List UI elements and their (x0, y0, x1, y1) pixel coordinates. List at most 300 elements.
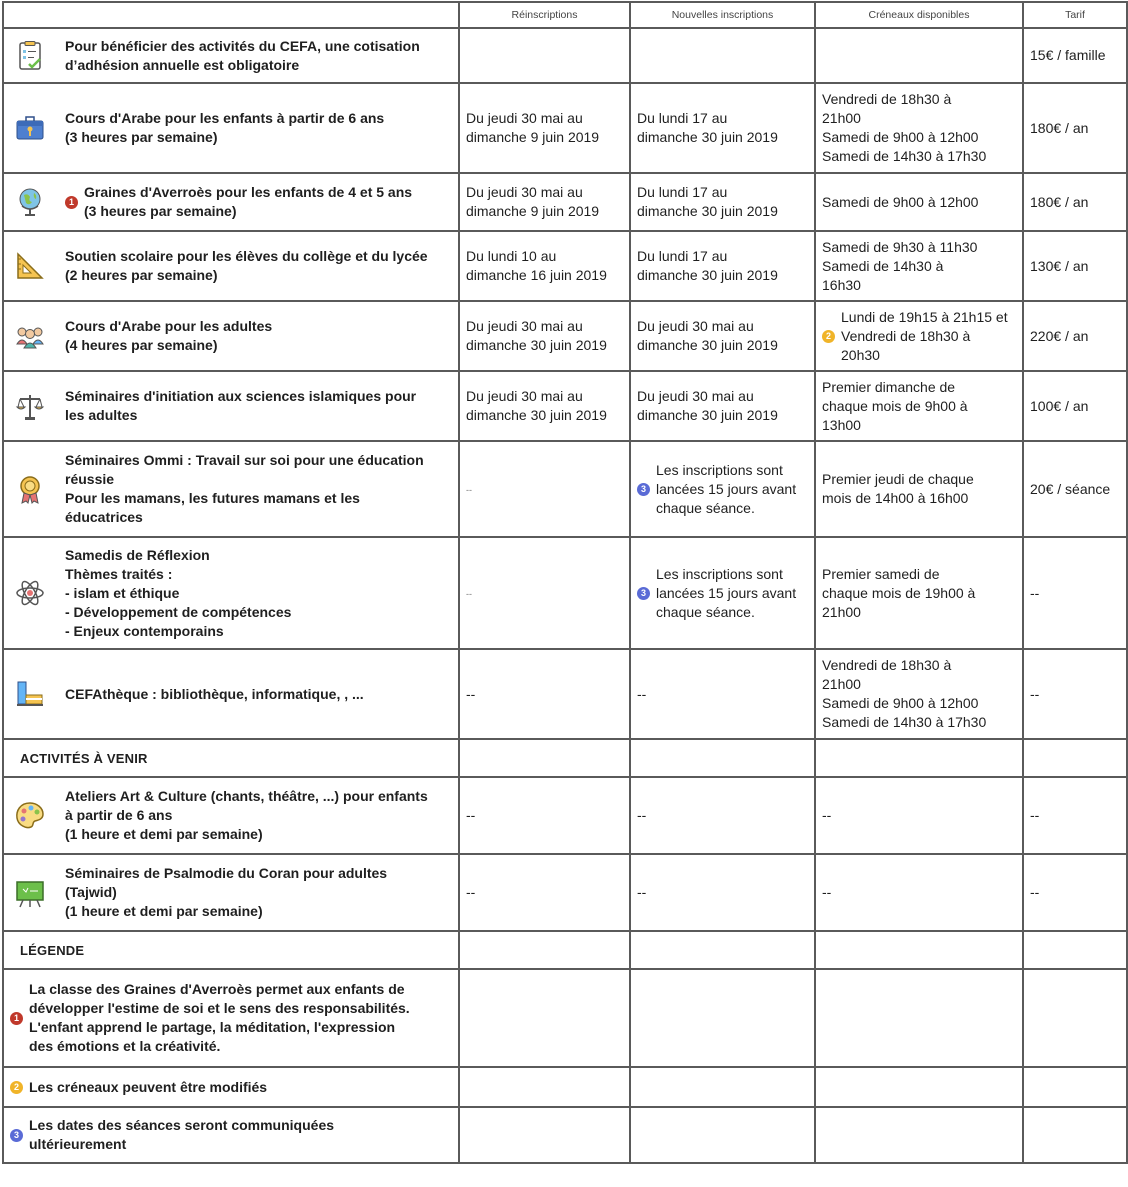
legend-text (29, 1116, 334, 1154)
activity-title-line: Samedis de Réflexion (65, 546, 210, 563)
creneaux-cell-content (822, 656, 1016, 732)
legend-text-cell (3, 1107, 459, 1163)
activity-title (65, 685, 364, 704)
creneaux-cell-text (822, 806, 831, 825)
row-activity-cell (3, 173, 459, 231)
activity-title-line: Séminaires de Psalmodie du Coran pour adultes (65, 865, 388, 881)
activity-title-line: (1 heure et demi par semaine) (65, 826, 263, 842)
creneaux-cell-content (822, 193, 1016, 212)
empty-cell (815, 931, 1023, 969)
nouvelles-cell-content (637, 109, 808, 147)
empty-cell (630, 739, 815, 777)
nouvelles-cell-text (656, 565, 796, 622)
nouvelles-cell-text-line: dimanche 30 juin 2019 (637, 267, 778, 283)
nouvelles-cell (630, 441, 815, 537)
activity-title-line: Cours d'Arabe pour les enfants à partir de 6 ans (65, 110, 385, 126)
set-square-icon (12, 249, 48, 283)
chalkboard-icon (12, 876, 48, 910)
creneaux-cell-content (822, 565, 1016, 622)
reinscriptions-cell-content (466, 247, 623, 285)
creneaux-cell-text (822, 565, 975, 622)
tarif-cell-content (1030, 397, 1120, 416)
creneaux-cell-text (822, 656, 986, 732)
reinscriptions-cell-placeholder: -- (466, 588, 472, 599)
activity-title (65, 317, 272, 355)
creneaux-cell-text-line: Vendredi de 18h30 à (822, 91, 952, 107)
creneaux-cell (815, 371, 1023, 441)
empty-cell (815, 739, 1023, 777)
nouvelles-cell-text-line: Du lundi 17 au (637, 110, 728, 126)
reinscriptions-cell-content (466, 387, 623, 425)
tarif-cell-text (1030, 685, 1039, 704)
reinscriptions-cell (459, 231, 630, 301)
empty-cell (1023, 969, 1127, 1067)
note-badge-3: 3 (637, 587, 650, 600)
checklist-icon (12, 39, 48, 73)
activity-wrap (12, 451, 452, 527)
creneaux-cell-text-line: chaque mois de 19h00 à (822, 584, 976, 601)
activity-row (3, 231, 1127, 301)
creneaux-cell (815, 777, 1023, 854)
reinscriptions-cell-content (466, 685, 623, 704)
creneaux-cell-content (822, 308, 1016, 365)
creneaux-cell-content (822, 90, 1016, 166)
tarif-cell (1023, 301, 1127, 371)
reinscriptions-cell-text-line: -- (466, 807, 476, 823)
reinscriptions-cell-content (466, 109, 623, 147)
creneaux-cell-text (822, 193, 978, 212)
row-activity-cell (3, 649, 459, 739)
activity-title (84, 183, 412, 221)
empty-cell (1023, 931, 1127, 969)
reinscriptions-cell-text-line: dimanche 9 juin 2019 (466, 129, 600, 145)
creneaux-cell-text-line: -- (822, 884, 832, 900)
legend-text-line: des émotions et la créativité. (29, 1038, 221, 1054)
reinscriptions-cell-text-line: Du jeudi 30 mai au (466, 110, 583, 126)
activity-title-line: Séminaires Ommi : Travail sur soi pour une éducation (65, 452, 424, 468)
reinscriptions-cell-text-line: dimanche 30 juin 2019 (466, 407, 607, 423)
legend-content (10, 1116, 452, 1154)
nouvelles-cell-content (637, 685, 808, 704)
nouvelles-cell (630, 28, 815, 83)
upcoming-row (3, 777, 1127, 854)
reinscriptions-cell (459, 441, 630, 537)
creneaux-cell-content (822, 806, 1016, 825)
reinscriptions-cell (459, 537, 630, 649)
activity-row (3, 441, 1127, 537)
nouvelles-cell-text-line: Les inscriptions sont (656, 461, 783, 478)
creneaux-cell-text-line: 21h00 (822, 603, 861, 620)
activity-title-line: Ateliers Art & Culture (chants, théâtre, ...) pour enfants (65, 788, 428, 804)
reinscriptions-cell (459, 854, 630, 931)
row-activity-cell (3, 28, 459, 83)
section-upcoming (3, 739, 1127, 777)
nouvelles-cell-text-line: -- (637, 807, 647, 823)
creneaux-cell (815, 83, 1023, 173)
reinscriptions-cell-placeholder: -- (466, 484, 472, 495)
tarif-cell-text-line: 180€ / an (1030, 193, 1089, 210)
activity-title-line: CEFAthèque : bibliothèque, informatique, , ... (65, 685, 364, 702)
legend-row (3, 1067, 1127, 1107)
legend-text (29, 1078, 267, 1097)
reinscriptions-cell (459, 301, 630, 371)
tarif-cell-text-line: 20€ / séance (1030, 480, 1111, 497)
activity-wrap (12, 247, 452, 285)
activities-table (2, 1, 1128, 1164)
activity-title-line: Thèmes traités : (65, 565, 173, 582)
activity-row (3, 173, 1127, 231)
medal-icon (12, 472, 48, 506)
reinscriptions-cell (459, 649, 630, 739)
nouvelles-cell-content (637, 247, 808, 285)
palette-icon (12, 799, 48, 833)
creneaux-cell-text-line: 21h00 (822, 110, 861, 126)
creneaux-cell-text-line: mois de 14h00 à 16h00 (822, 490, 969, 506)
creneaux-cell-text-line: Samedi de 9h00 à 12h00 (822, 193, 979, 210)
empty-cell (630, 969, 815, 1067)
legend-content (10, 1078, 452, 1097)
note-badge-2: 2 (822, 330, 835, 343)
reinscriptions-cell-content (466, 183, 623, 221)
nouvelles-cell-content (637, 183, 808, 221)
empty-cell (459, 1067, 630, 1107)
note-badge-3: 3 (637, 483, 650, 496)
activity-wrap (12, 787, 452, 844)
tarif-cell-text (1030, 193, 1088, 212)
tarif-cell-text-line: -- (1030, 584, 1040, 601)
reinscriptions-cell (459, 28, 630, 83)
nouvelles-cell-text-line: -- (637, 685, 647, 702)
reinscriptions-cell-text-line: Du jeudi 30 mai au (466, 388, 583, 404)
nouvelles-cell (630, 301, 815, 371)
creneaux-cell-text-line: Vendredi de 18h30 à (841, 327, 971, 344)
activity-title-line: éducatrices (65, 509, 143, 525)
creneaux-cell-text-line: Lundi de 19h15 à 21h15 et (841, 308, 1008, 325)
tarif-cell (1023, 441, 1127, 537)
creneaux-cell-content (822, 378, 1016, 435)
nouvelles-cell-text-line: Les inscriptions sont (656, 565, 783, 582)
tarif-cell-content (1030, 584, 1120, 603)
legend-row (3, 969, 1127, 1067)
header-tarif: Tarif (1023, 2, 1127, 28)
reinscriptions-cell-text-line: Du jeudi 30 mai au (466, 184, 583, 200)
tarif-cell-content (1030, 480, 1120, 499)
empty-cell (459, 739, 630, 777)
tarif-cell-content (1030, 257, 1120, 276)
nouvelles-cell-text-line: dimanche 30 juin 2019 (637, 203, 778, 219)
empty-cell (1023, 1067, 1127, 1107)
activity-title-line: les adultes (65, 407, 138, 423)
reinscriptions-cell-text (466, 247, 607, 285)
creneaux-cell-text (822, 378, 968, 435)
creneaux-cell-text-line: -- (822, 807, 832, 823)
tarif-cell-text-line: 100€ / an (1030, 397, 1089, 414)
nouvelles-cell (630, 83, 815, 173)
reinscriptions-cell-content (466, 317, 623, 355)
creneaux-cell-text-line: Samedi de 9h30 à 11h30 (822, 238, 978, 255)
upcoming-activity-cell (3, 777, 459, 854)
activity-wrap (12, 109, 452, 147)
creneaux-cell (815, 173, 1023, 231)
tarif-cell-text (1030, 480, 1110, 499)
row-activity-cell (3, 301, 459, 371)
activity-title-line: Soutien scolaire pour les élèves du collège et du lycée (65, 248, 428, 264)
creneaux-cell-text-line: Samedi de 14h30 à (822, 257, 944, 274)
tarif-cell-text (1030, 327, 1088, 346)
reinscriptions-cell-text-line: -- (466, 685, 476, 702)
activity-row (3, 83, 1127, 173)
creneaux-cell-text-line: 13h00 (822, 416, 861, 433)
activity-row (3, 28, 1127, 83)
empty-cell (1023, 739, 1127, 777)
nouvelles-cell-text-line: Du jeudi 30 mai au (637, 388, 754, 404)
creneaux-cell-text-line: Samedi de 14h30 à 17h30 (822, 148, 987, 164)
legend-text (29, 980, 410, 1056)
nouvelles-cell-content (637, 565, 808, 622)
tarif-cell-text (1030, 46, 1105, 65)
empty-cell (459, 969, 630, 1067)
activity-title-line: d’adhésion annuelle est obligatoire (65, 56, 300, 73)
reinscriptions-cell-text (466, 806, 475, 825)
legend-content (10, 980, 452, 1056)
nouvelles-cell-text-line: Du lundi 17 au (637, 248, 728, 264)
activity-wrap (12, 864, 452, 921)
reinscriptions-cell-text (466, 317, 607, 355)
nouvelles-cell-text (637, 685, 646, 704)
activity-wrap (12, 387, 452, 425)
tarif-cell (1023, 83, 1127, 173)
creneaux-cell-content (822, 883, 1016, 902)
creneaux-cell (815, 854, 1023, 931)
legend-text-line: La classe des Graines d'Averroès permet aux enfants de (29, 981, 405, 997)
nouvelles-cell-text (637, 387, 778, 425)
activity-title-line: (Tajwid) (65, 884, 117, 900)
activity-title-line: Pour bénéficier des activités du CEFA, une cotisation (65, 37, 420, 54)
activity-title-line: (4 heures par semaine) (65, 337, 218, 353)
reinscriptions-cell (459, 371, 630, 441)
activity-title (65, 109, 384, 147)
section-upcoming-title: ACTIVITÉS À VENIR (3, 739, 459, 777)
creneaux-cell-text-line: 16h30 (822, 276, 861, 293)
reinscriptions-cell-text-line: Du lundi 10 au (466, 248, 557, 264)
activity-row (3, 537, 1127, 649)
nouvelles-cell (630, 649, 815, 739)
creneaux-cell-text (822, 238, 977, 295)
legend-row (3, 1107, 1127, 1163)
legend-text-cell (3, 969, 459, 1067)
tarif-cell-text (1030, 584, 1039, 603)
creneaux-cell-text (822, 883, 831, 902)
nouvelles-cell-text (637, 317, 778, 355)
note-badge-3: 3 (10, 1129, 23, 1142)
empty-cell (630, 1067, 815, 1107)
empty-cell (1023, 1107, 1127, 1163)
header-creneaux: Créneaux disponibles (815, 2, 1023, 28)
reinscriptions-cell-text-line: dimanche 9 juin 2019 (466, 203, 600, 219)
tarif-cell (1023, 231, 1127, 301)
nouvelles-cell-text-line: lancées 15 jours avant (656, 480, 797, 497)
legend-text-line: Les créneaux peuvent être modifiés (29, 1078, 268, 1095)
activity-title-line: Graines d'Averroès pour les enfants de 4 et 5 ans (84, 184, 413, 200)
tarif-cell-text-line: 130€ / an (1030, 257, 1089, 274)
empty-cell (815, 1067, 1023, 1107)
nouvelles-cell-content (637, 317, 808, 355)
creneaux-cell-text (822, 470, 974, 508)
tarif-cell-text-line: 15€ / famille (1030, 47, 1106, 63)
tarif-cell (1023, 649, 1127, 739)
empty-cell (459, 931, 630, 969)
nouvelles-cell-text-line: Du lundi 17 au (637, 184, 728, 200)
activity-title-line: (2 heures par semaine) (65, 267, 218, 283)
header-reinscriptions: Réinscriptions (459, 2, 630, 28)
empty-cell (815, 1107, 1023, 1163)
creneaux-cell (815, 28, 1023, 83)
tarif-cell-text-line: -- (1030, 884, 1040, 900)
tarif-cell-text (1030, 257, 1088, 276)
activity-title (65, 546, 291, 641)
row-activity-cell (3, 371, 459, 441)
note-badge-1: 1 (65, 196, 78, 209)
tarif-cell (1023, 173, 1127, 231)
empty-cell (630, 1107, 815, 1163)
activity-wrap (12, 317, 452, 355)
nouvelles-cell (630, 231, 815, 301)
nouvelles-cell (630, 537, 815, 649)
empty-cell (815, 969, 1023, 1067)
books-icon (12, 677, 48, 711)
reinscriptions-cell-text-line: dimanche 16 juin 2019 (466, 267, 607, 283)
adults-group-icon (12, 319, 48, 353)
nouvelles-cell-text-line: lancées 15 jours avant (656, 584, 797, 601)
reinscriptions-cell-text (466, 387, 607, 425)
activity-title (65, 864, 387, 921)
nouvelles-cell-text-line: chaque séance. (656, 603, 755, 620)
tarif-cell-content (1030, 806, 1120, 825)
note-badge-2: 2 (10, 1081, 23, 1094)
activity-title (65, 451, 424, 527)
nouvelles-cell-text (656, 461, 796, 518)
activity-title-line: - islam et éthique (65, 584, 180, 601)
atom-icon (12, 576, 48, 610)
activity-title-line: (1 heure et demi par semaine) (65, 903, 263, 919)
activity-title (65, 387, 416, 425)
creneaux-cell-text-line: Vendredi de 18h30 à (822, 657, 952, 673)
activity-title-line: (3 heures par semaine) (84, 203, 237, 219)
upcoming-activity-cell (3, 854, 459, 931)
reinscriptions-cell-content (466, 883, 623, 902)
legend-text-line: Les dates des séances seront communiquées (29, 1117, 335, 1133)
tarif-cell-text-line: 220€ / an (1030, 327, 1089, 344)
nouvelles-cell (630, 371, 815, 441)
nouvelles-cell (630, 173, 815, 231)
tarif-cell-text (1030, 119, 1088, 138)
activity-wrap (12, 37, 452, 75)
tarif-cell (1023, 371, 1127, 441)
nouvelles-cell-content (637, 806, 808, 825)
legend-text-cell (3, 1067, 459, 1107)
activity-title (65, 787, 428, 844)
activity-title-line: Pour les mamans, les futures mamans et les (65, 490, 360, 506)
tarif-cell-content (1030, 46, 1120, 65)
creneaux-cell-text-line: Premier jeudi de chaque (822, 471, 974, 487)
tarif-cell (1023, 28, 1127, 83)
activity-row (3, 371, 1127, 441)
tarif-cell-text-line: 180€ / an (1030, 119, 1089, 136)
nouvelles-cell-text-line: dimanche 30 juin 2019 (637, 129, 778, 145)
creneaux-cell-text-line: Samedi de 9h00 à 12h00 (822, 129, 979, 145)
activity-title-line: réussie (65, 471, 115, 487)
empty-cell (459, 1107, 630, 1163)
creneaux-cell (815, 441, 1023, 537)
nouvelles-cell-content (637, 883, 808, 902)
reinscriptions-cell (459, 173, 630, 231)
creneaux-cell-text-line: Samedi de 14h30 à 17h30 (822, 714, 987, 730)
row-activity-cell (3, 441, 459, 537)
legend-text-line: ultérieurement (29, 1136, 127, 1152)
reinscriptions-cell-text-line: -- (466, 884, 476, 900)
tarif-cell (1023, 854, 1127, 931)
creneaux-cell-text-line: 20h30 (841, 346, 880, 363)
activity-wrap (12, 183, 452, 221)
reinscriptions-cell-text (466, 183, 599, 221)
creneaux-cell (815, 231, 1023, 301)
empty-cell (630, 931, 815, 969)
row-activity-cell (3, 231, 459, 301)
nouvelles-cell-text (637, 183, 778, 221)
creneaux-cell-text-line: Samedi de 9h00 à 12h00 (822, 695, 979, 711)
reinscriptions-cell-text (466, 109, 599, 147)
creneaux-cell-text (822, 90, 986, 166)
tarif-cell (1023, 537, 1127, 649)
section-legend (3, 931, 1127, 969)
tarif-cell-text-line: -- (1030, 685, 1040, 702)
creneaux-cell-content (822, 470, 1016, 508)
activity-title-line: à partir de 6 ans (65, 807, 173, 823)
nouvelles-cell-text-line: Du jeudi 30 mai au (637, 318, 754, 334)
creneaux-cell-text (841, 308, 1008, 365)
activity-row (3, 301, 1127, 371)
activity-title-line: Séminaires d'initiation aux sciences islamiques pour (65, 388, 417, 404)
reinscriptions-cell (459, 777, 630, 854)
globe-icon (12, 185, 48, 219)
reinscriptions-cell-content (466, 806, 623, 825)
reinscriptions-cell (459, 83, 630, 173)
nouvelles-cell-text-line: -- (637, 884, 647, 900)
header-activity (3, 2, 459, 28)
section-legend-title: LÉGENDE (3, 931, 459, 969)
nouvelles-cell (630, 854, 815, 931)
creneaux-cell-text-line: Premier dimanche de (822, 378, 956, 395)
tarif-cell-content (1030, 685, 1120, 704)
legend-text-line: développer l'estime de soi et le sens des responsabilités. (29, 1000, 410, 1016)
activity-wrap (12, 546, 452, 641)
tarif-cell-text (1030, 883, 1039, 902)
tarif-cell-content (1030, 193, 1120, 212)
activity-title-line: (3 heures par semaine) (65, 129, 218, 145)
tarif-cell-text (1030, 806, 1039, 825)
nouvelles-cell-text-line: dimanche 30 juin 2019 (637, 407, 778, 423)
nouvelles-cell-text-line: dimanche 30 juin 2019 (637, 337, 778, 353)
activity-title (65, 247, 428, 285)
row-activity-cell (3, 83, 459, 173)
reinscriptions-cell-text (466, 883, 475, 902)
nouvelles-cell-text (637, 806, 646, 825)
creneaux-cell (815, 301, 1023, 371)
briefcase-icon (12, 111, 48, 145)
creneaux-cell (815, 649, 1023, 739)
row-activity-cell (3, 537, 459, 649)
nouvelles-cell-text (637, 109, 778, 147)
